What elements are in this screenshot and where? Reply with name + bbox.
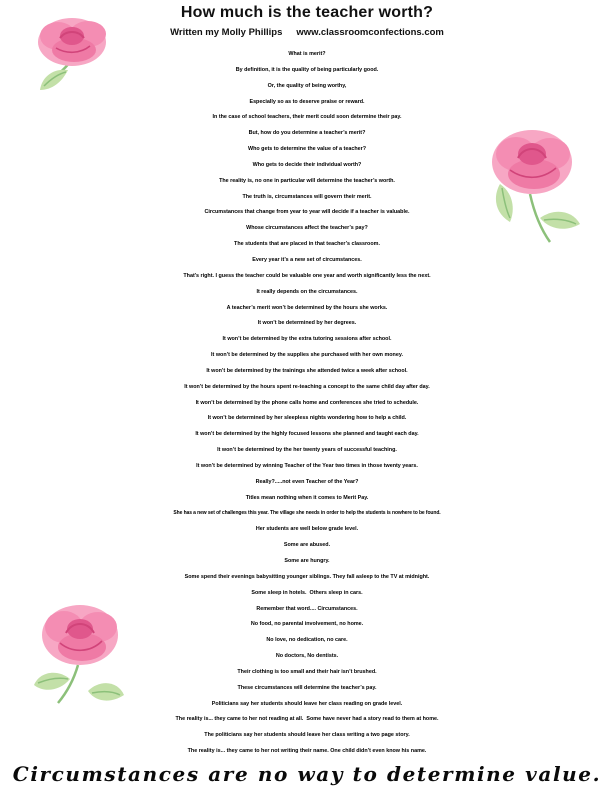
document-title: How much is the teacher worth? <box>180 4 434 21</box>
poem-line: It won’t be determined by the supplies she purchased with her own money. <box>211 352 403 359</box>
poem-line: Circumstances that change from year to year will decide if a teacher is valuable. <box>204 209 410 216</box>
poem-line: In the case of school teachers, their merit could soon determine their pay. <box>212 114 402 121</box>
poem-line: What is merit? <box>288 51 326 57</box>
poem-line: Especially so as to deserve praise or reward. <box>249 98 365 105</box>
poem-line: The reality is... they came to her not reading at all. Some have never had a story read to them at home. <box>175 716 439 723</box>
poem-line: A teacher’s merit won’t be determined by the hours she works. <box>226 304 388 311</box>
poem-line: It won’t be determined by the her twenty years of successful teaching. <box>217 447 397 454</box>
poem-line: By definition, it is the quality of being particularly good. <box>235 66 379 73</box>
poem-line: It won’t be determined by the highly focused lessons she planned and taught each day. <box>195 431 419 438</box>
poem-line: It won’t be determined by her degrees. <box>257 320 357 327</box>
poem-line: No food, no parental involvement, no home. <box>250 621 364 628</box>
poem-line: Their clothing is too small and their hair isn’t brushed. <box>237 668 377 675</box>
poem-line: But, how do you determine a teacher’s merit? <box>248 130 366 137</box>
author-credit: Written my Molly Phillips <box>170 27 283 38</box>
poem-line: No doctors, No dentists. <box>275 653 339 660</box>
poem-line: It won’t be determined by the extra tutoring sessions after school. <box>222 336 392 343</box>
poem-line: Her students are well below grade level. <box>255 526 359 533</box>
poem-line: Some are hungry. <box>284 558 330 564</box>
poem-line: She has a new set of challenges this year. The village she needs in order to help the students is nowhere to be found. <box>173 510 441 517</box>
poem-line: Who gets to decide their individual worth? <box>252 161 362 168</box>
poem-line: Politicians say her students should leave her class reading on grade level. <box>211 700 403 707</box>
poem-line: Or, the quality of being worthy, <box>267 82 347 89</box>
poem-line: Every year it’s a new set of circumstances. <box>252 256 362 263</box>
poem-line: Who gets to determine the value of a teacher? <box>247 146 367 153</box>
poem-line: No love, no dedication, no care. <box>266 637 348 644</box>
poem-line: The truth is, circumstances will govern their merit. <box>242 193 372 200</box>
poem-line: Remember that word.... Circumstances. <box>256 605 358 612</box>
byline <box>0 27 614 38</box>
poem-line: These circumstances will determine the teacher’s pay. <box>237 684 377 691</box>
closing-statement: Circumstances are no way to determine value. <box>12 762 602 786</box>
poem-line: Whose circumstances affect the teacher’s pay? <box>246 225 368 232</box>
poem-line: That’s right. I guess the teacher could be valuable one year and worth significantly less the next. <box>183 272 431 279</box>
poem-line: It won’t be determined by her sleepless nights wondering how to help a child. <box>207 415 407 422</box>
poem-line: The reality is... they came to her not writing their name. One child didn’t even know his name. <box>187 748 427 755</box>
poem-line: Really?.....not even Teacher of the Year? <box>255 478 359 485</box>
poem-body <box>0 47 614 760</box>
poem-line: It really depends on the circumstances. <box>256 288 358 295</box>
poem-line: Some are abused. <box>283 542 331 549</box>
poem-line: Titles mean nothing when it comes to Merit Pay. <box>245 494 369 501</box>
poem-line: It won’t be determined by the trainings she attended twice a week after school. <box>206 367 408 374</box>
poem-line: It won’t be determined by winning Teacher of the Year two times in those twenty years. <box>196 462 418 469</box>
poem-line: The politicians say her students should leave her class writing a two page story. <box>204 732 410 739</box>
poem-line: Some sleep in hotels. Others sleep in cars. <box>251 589 363 596</box>
poem-line: The students that are placed in that teacher’s classroom. <box>234 241 380 248</box>
poem-line: Some spend their evenings babysitting younger siblings. They fall asleep to the TV at midnight. <box>184 573 430 580</box>
poem-line: It won’t be determined by the hours spent re-teaching a concept to the same child day after day. <box>184 383 430 390</box>
website-link[interactable]: www.classroomconfections.com <box>296 27 444 38</box>
poem-line: The reality is, no one in particular will determine the teacher’s worth. <box>219 177 395 184</box>
poem-line: It won’t be determined by the phone calls home and conferences she tried to schedule. <box>195 399 419 406</box>
